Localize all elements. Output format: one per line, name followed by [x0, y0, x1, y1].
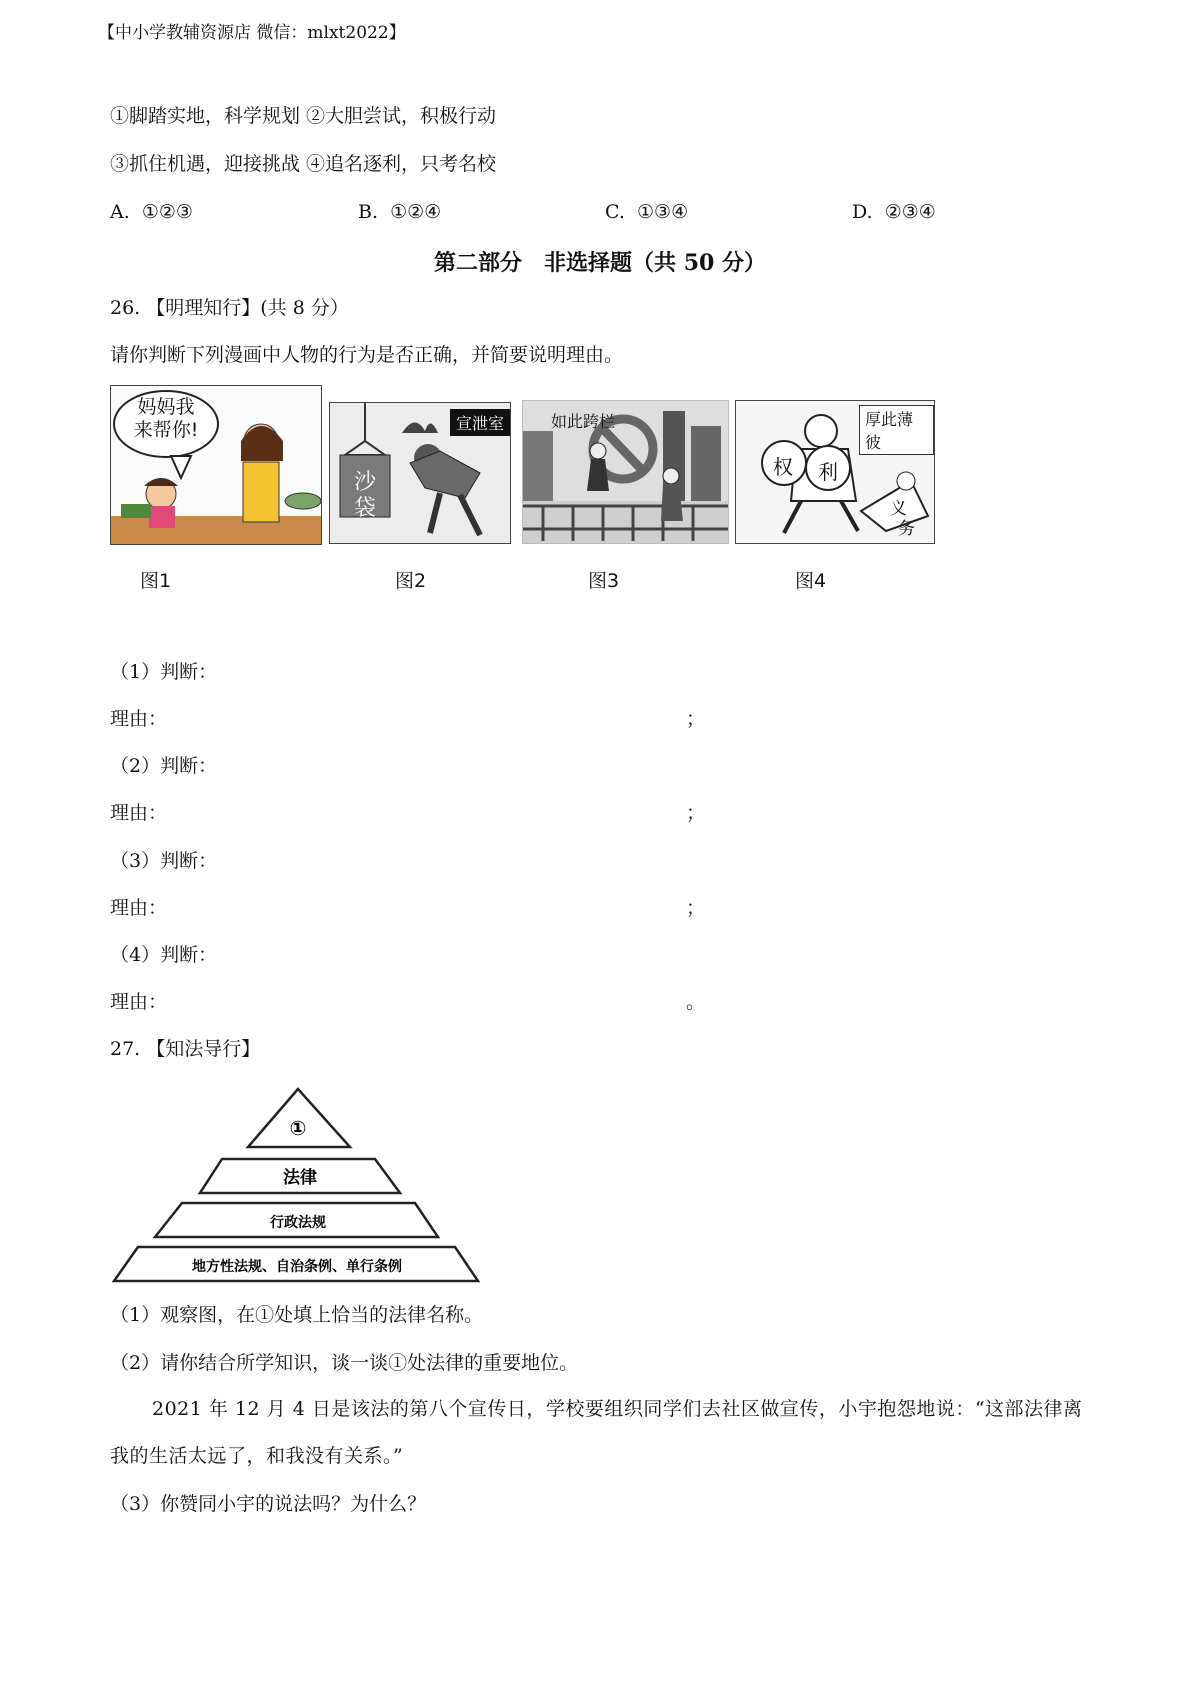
- q25-option-b: B. ①②④: [358, 201, 442, 223]
- q26-judge-4: （4）判断：: [110, 944, 218, 966]
- cartoon-figure-2: [329, 402, 511, 544]
- q26-reason-3-end: ；: [686, 897, 706, 919]
- cartoon-2-bag-char1: 沙: [354, 470, 377, 495]
- pyramid-label-4: 地方性法规、自治条例、单行条例: [192, 1259, 402, 1275]
- q26-reason-3: 理由：: [110, 897, 168, 919]
- part2-title: 第二部分 非选择题（共 50 分）: [434, 250, 766, 276]
- figure-label-3: 图3: [588, 570, 620, 592]
- q26-prompt: 请你判断下列漫画中人物的行为是否正确，并简要说明理由。: [110, 344, 624, 366]
- figure-label-2: 图2: [395, 570, 427, 592]
- q26-reason-2-end: ；: [686, 802, 706, 824]
- q26-reason-2: 理由：: [110, 802, 168, 824]
- cartoon-4-word3: 义: [890, 499, 907, 519]
- q26-reason-4: 理由：: [110, 991, 168, 1013]
- cartoon-figure-4: [735, 400, 935, 544]
- q25-option-d: D. ②③④: [852, 201, 936, 223]
- cartoon-1-bubble: 妈妈我来帮你!: [133, 396, 199, 441]
- cartoon-4-word2: 利: [818, 460, 838, 484]
- cartoon-2-tag: 宣泄室: [450, 409, 510, 436]
- q27-sub1: （1）观察图，在①处填上恰当的法律名称。: [110, 1304, 484, 1326]
- q25-option-c: C. ①③④: [605, 201, 689, 223]
- pyramid-label-2: 法律: [283, 1168, 317, 1188]
- q27-sub2: （2）请你结合所学知识，谈一谈①处法律的重要地位。: [110, 1352, 579, 1374]
- cartoon-3-tag: 如此跨栏: [551, 412, 616, 431]
- q26-judge-2: （2）判断：: [110, 755, 218, 777]
- watermark-header: 【中小学教辅资源店 微信：mlxt2022】: [98, 23, 406, 43]
- cartoon-2-bag-char2: 袋: [354, 496, 377, 521]
- cartoon-4-word4: 务: [898, 519, 915, 539]
- q27-heading: 27. 【知法导行】: [110, 1038, 261, 1060]
- cartoon-figure-3: [522, 400, 729, 544]
- law-hierarchy-pyramid: [110, 1085, 490, 1285]
- figure-label-1: 图1: [140, 570, 172, 592]
- q26-reason-1-end: ；: [686, 708, 706, 730]
- q27-paragraph: 2021 年 12 月 4 日是该法的第八个宣传日，学校要组织同学们去社区做宣传，小宇抱怨地说：“这部法律离我的生活太远了，和我没有关系。”: [110, 1398, 1083, 1467]
- q26-judge-1: （1）判断：: [110, 661, 218, 683]
- q25-option-a: A. ①②③: [110, 201, 193, 223]
- figure-label-4: 图4: [795, 570, 827, 592]
- pyramid-label-3: 行政法规: [270, 1215, 326, 1231]
- q26-judge-3: （3）判断：: [110, 850, 218, 872]
- q26-reason-1: 理由：: [110, 708, 168, 730]
- cartoon-4-word1: 权: [773, 455, 793, 479]
- cartoon-figure-1: [110, 385, 322, 545]
- pyramid-label-1: ①: [289, 1116, 307, 1140]
- q25-items-line1: ①脚踏实地，科学规划 ②大胆尝试，积极行动: [110, 105, 497, 127]
- q26-reason-4-end: 。: [686, 991, 706, 1013]
- q26-heading: 26. 【明理知行】(共 8 分）: [110, 297, 349, 319]
- cartoon-4-tag: 厚此薄彼: [859, 405, 934, 455]
- q25-items-line2: ③抓住机遇，迎接挑战 ④追名逐利，只考名校: [110, 153, 497, 175]
- q27-sub3: （3）你赞同小宇的说法吗？为什么？: [110, 1493, 427, 1515]
